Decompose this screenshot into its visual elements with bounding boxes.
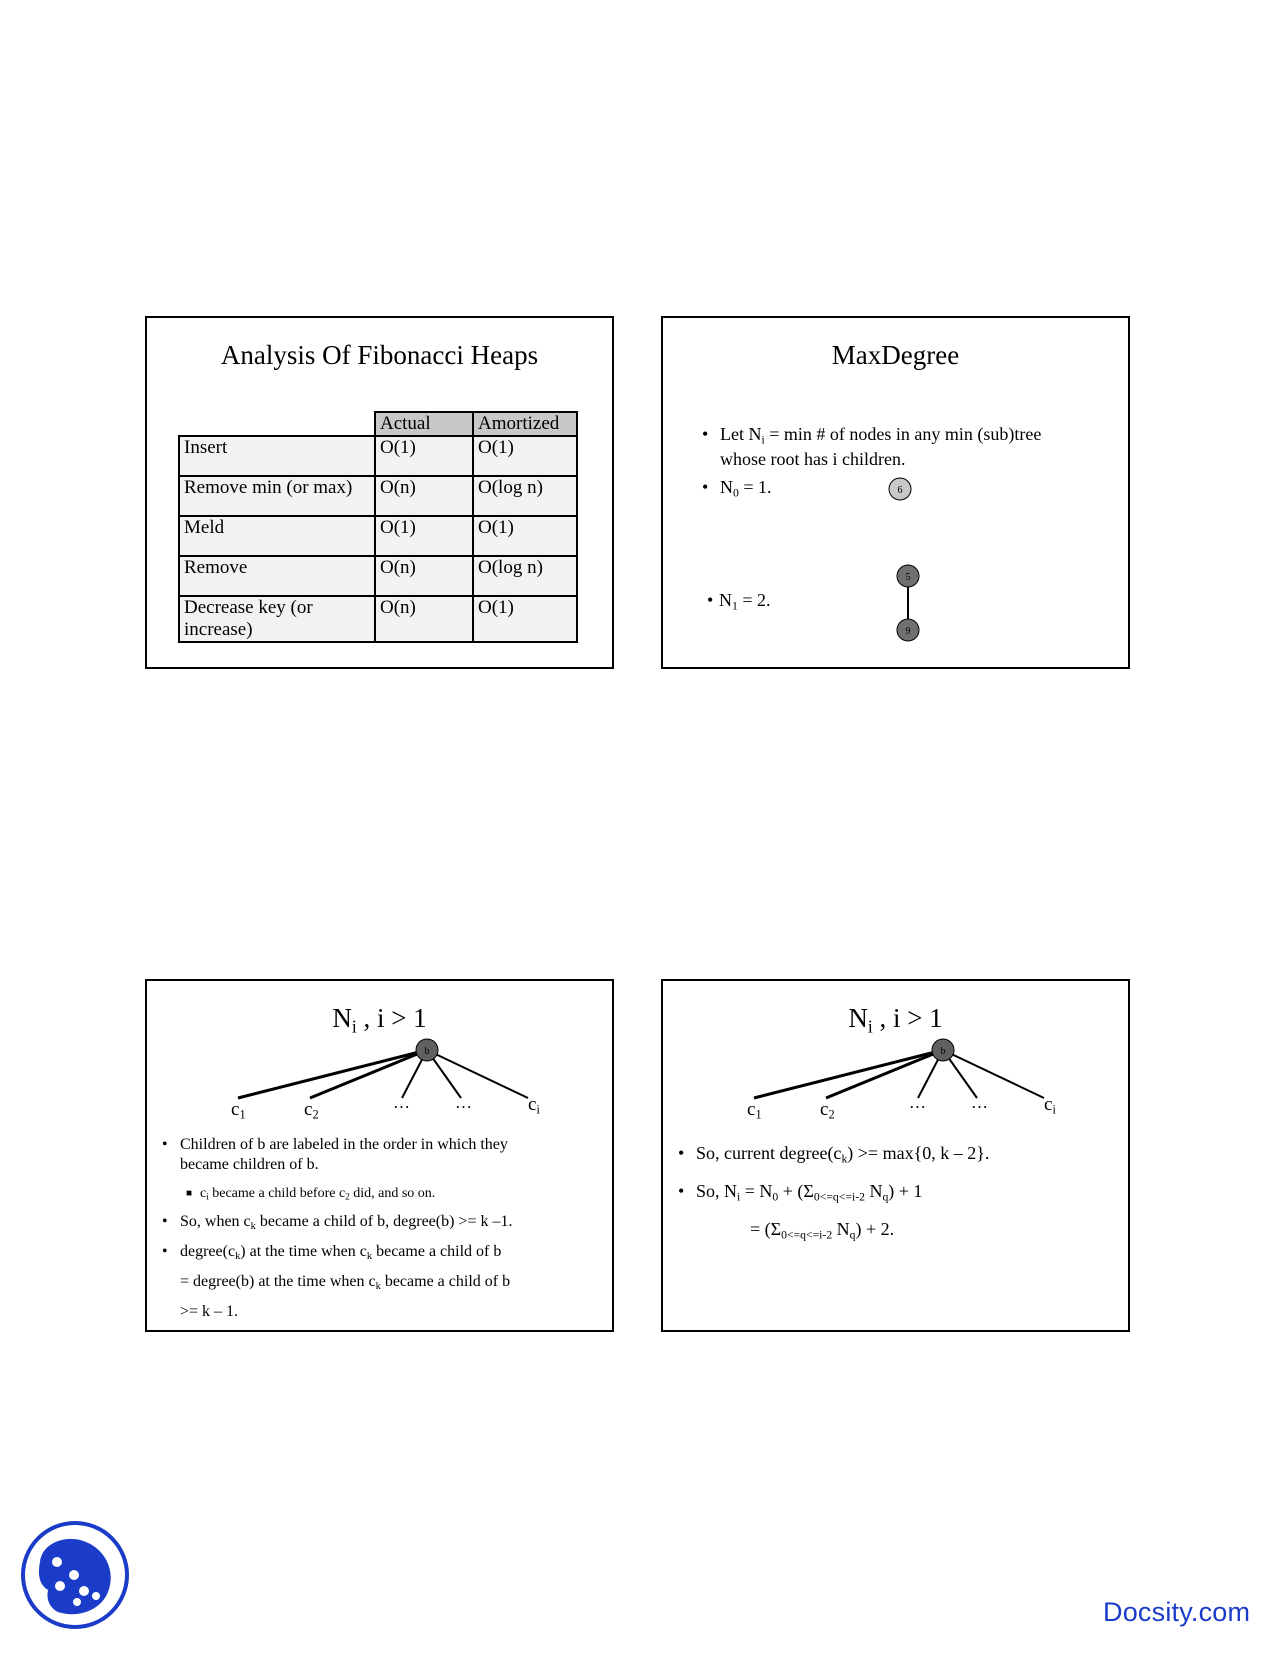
op-cell: Decrease key (or increase) [179,596,375,642]
bullet-degree-ck: • $degree(c_k)$ at the time when $c_k$ became a child of b [162,1243,502,1263]
actual-cell: O(n) [375,476,473,516]
header-actual: Actual [375,412,473,436]
child-label-ci: $c_i$ [1044,1094,1056,1117]
slide-ni-children-labeling [145,979,614,1332]
bullet-dot: • [702,424,709,444]
complexity-table [178,411,578,643]
maxdegree-trees [663,318,1132,671]
tree-edge [754,1050,943,1098]
op-cell: Remove [179,556,375,596]
amortized-cell: O(1) [473,596,577,642]
actual-cell: O(1) [375,516,473,556]
child-label-c1: $c_1$ [747,1099,762,1122]
child-label-c2: $c_2$ [304,1099,319,1122]
slide-analysis-of-fibonacci-heaps [145,316,614,669]
equation-line: = degree(b) at the time when $c_k$ became a child of b [180,1273,511,1293]
child-label-ci: $c_i$ [528,1094,540,1117]
amortized-cell: O(1) [473,516,577,556]
node-label: b [940,1046,946,1057]
slide-maxdegree [661,316,1130,669]
equation-line: = ($\Sigma_{0<=q<=i-2}$ $N_q) + 2$. [750,1219,895,1242]
bullet-current-degree: • So, current $degree(c_k) >= \max\{0$, k – 2}. [678,1143,990,1166]
tree-edge [427,1050,528,1098]
header-amortized: Amortized [473,412,577,436]
docsity-logo-icon[interactable] [20,1520,130,1630]
tree-edge [943,1050,1044,1098]
table-row [179,596,577,642]
bullet-degree-b: • So, when $c_k$ became a child of b, degree(b) >= k –1. [162,1213,513,1233]
tree-edge [238,1050,427,1098]
slide-title: Analysis Of Fibonacci Heaps [220,340,539,370]
table-row [179,516,577,556]
slide-title: $N_i$ , i > 1 [848,1003,943,1037]
node-label: b [424,1046,430,1057]
bullet-n1: • $N_1 = 2$. [707,590,771,613]
bullet-let-ni: • Let $N_i = \min$ # of nodes in any min (sub)tree whose root has i children. [702,424,1042,469]
amortized-cell: O(log n) [473,556,577,596]
actual-cell: O(1) [375,436,473,476]
equation-line: >= k – 1. [180,1303,239,1320]
slide-ni-recurrence [661,979,1130,1332]
op-cell: Meld [179,516,375,556]
node-label: 5 [905,572,911,583]
slide-title: $N_i$ , i > 1 [332,1003,427,1037]
ellipsis: … [393,1093,410,1112]
op-cell: Remove min (or max) [179,476,375,516]
child-label-c1: $c_1$ [231,1099,246,1122]
ellipsis: … [909,1093,926,1112]
table-row [179,476,577,516]
bullet-ni-recurrence: • So, $N_i = N_0 + (\Sigma_{0<=q<=i-2}$ $N_q) + 1$ [678,1181,923,1204]
node-label: 9 [905,626,911,637]
sub-bullet-ci-before-c2: ■ $c_i$ became a child before $c_2$ did, and so on. [186,1186,436,1202]
slide-title: MaxDegree [831,340,960,370]
amortized-cell: O(log n) [473,476,577,516]
actual-cell: O(n) [375,556,473,596]
amortized-cell: O(1) [473,436,577,476]
bullet-children-order: • Children of b are labeled in the order in which they became children of b. [162,1136,508,1173]
bullet-n0: • $N_0 = 1$. [702,477,772,500]
actual-cell: O(n) [375,596,473,642]
table-row [179,556,577,596]
node-label: 6 [897,485,903,496]
child-label-c2: $c_2$ [820,1099,835,1122]
docsity-brand-link[interactable]: Docsity.com [1103,1597,1251,1627]
ellipsis: … [971,1093,988,1112]
op-cell: Insert [179,436,375,476]
ellipsis: … [455,1093,472,1112]
table-row [179,436,577,476]
